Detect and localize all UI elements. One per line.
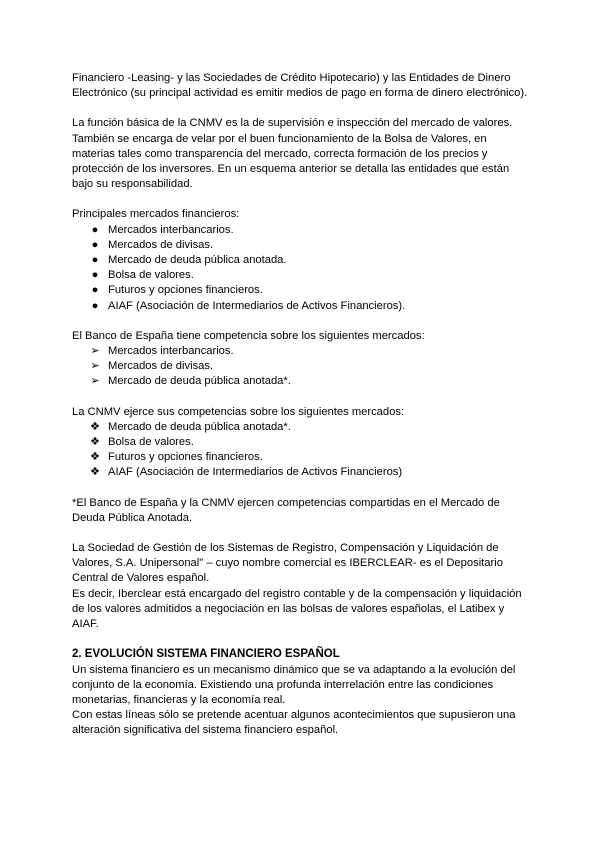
diamond-bullet-icon: ❖	[89, 451, 101, 464]
list-item: ➢ Mercado de deuda pública anotada*.	[72, 374, 532, 389]
bullet-dot-icon: ●	[91, 284, 99, 297]
list-item: ❖ Mercado de deuda pública anotada*.	[72, 420, 532, 435]
bullet-dot-icon: ●	[91, 238, 99, 251]
paragraph-acontecimientos: Con estas líneas sólo se pretende acentuar algunos acontecimientos que supusieron una alteración significativa del sistema financiero español.	[72, 709, 516, 737]
list-heading-mercados: Principales mercados financieros:	[72, 208, 240, 221]
paragraph-cnmv-funcion: La función básica de la CNMV es la de supervisión e inspección del mercado de valores. También se encarga de velar por el buen funcionamiento de la Bolsa de Valores, en materias tales como transparencia del mercado, correcta formación de los precios y protección de los inversores. En un esquema anterior se detalla las entidades que están bajo su responsabilidad.	[72, 117, 513, 191]
document-body	[72, 71, 532, 739]
list-heading-cnmv: La CNMV ejerce sus competencias sobre los siguientes mercados:	[72, 405, 405, 418]
list-item: ● Mercados interbancarios.	[72, 223, 532, 238]
bullet-dot-icon: ●	[91, 269, 99, 282]
section-heading-evolucion: 2. EVOLUCIÓN SISTEMA FINANCIERO ESPAÑOL	[72, 648, 340, 661]
arrow-bullet-icon: ➢	[90, 345, 100, 358]
paragraph-iberclear-detalle: Es decir, Iberclear está encargado del registro contable y de la compensación y liquidación de los valores admitidos a negociación en las bolsas de valores españolas, el Latibex y AIAF.	[72, 587, 522, 631]
bullet-dot-icon: ●	[91, 223, 99, 236]
diamond-bullet-icon: ❖	[89, 420, 101, 433]
list-mercados-financieros	[72, 223, 532, 314]
list-item: ● Futuros y opciones financieros.	[72, 283, 532, 298]
list-item: ❖ Bolsa de valores.	[72, 435, 532, 450]
list-item: ❖ AIAF (Asociación de Intermediarios de Activos Financieros)	[72, 465, 532, 480]
paragraph-entidades: Financiero -Leasing- y las Sociedades de Crédito Hipotecario) y las Entidades de Dinero Electrónico (su principal actividad es emitir medios de pago en forma de dinero electrónico).	[72, 72, 528, 100]
list-cnmv	[72, 420, 532, 481]
list-heading-banco-espana: El Banco de España tiene competencia sobre los siguientes mercados:	[72, 329, 425, 342]
list-item: ❖ Futuros y opciones financieros.	[72, 450, 532, 465]
list-banco-espana	[72, 344, 532, 390]
list-item: ● Mercado de deuda pública anotada.	[72, 253, 532, 268]
bullet-dot-icon: ●	[91, 254, 99, 267]
list-item: ● Mercados de divisas.	[72, 238, 532, 253]
bullet-dot-icon: ●	[91, 299, 99, 312]
paragraph-iberclear: La Sociedad de Gestión de los Sistemas de Registro, Compensación y Liquidación de Valores, S.A. Unipersonal" – cuyo nombre comercial es IBERCLEAR- es el Depositario Central de Valores español.	[72, 542, 503, 585]
arrow-bullet-icon: ➢	[90, 375, 100, 388]
list-item: ➢ Mercados interbancarios.	[72, 344, 532, 359]
list-item: ➢ Mercados de divisas.	[72, 359, 532, 374]
diamond-bullet-icon: ❖	[89, 436, 101, 449]
list-item: ● Bolsa de valores.	[72, 268, 532, 283]
paragraph-footnote: *El Banco de España y la CNMV ejercen competencias compartidas en el Mercado de Deuda Pública Anotada.	[72, 496, 500, 524]
diamond-bullet-icon: ❖	[89, 466, 101, 479]
arrow-bullet-icon: ➢	[90, 360, 100, 373]
list-item: ● AIAF (Asociación de Intermediarios de Activos Financieros).	[72, 299, 532, 314]
paragraph-evolucion: Un sistema financiero es un mecanismo dinámico que se va adaptando a la evolución del conjunto de la economía. Existiendo una profunda interrelación entre las condiciones monetarias, financieras y la economía real.	[72, 663, 516, 706]
